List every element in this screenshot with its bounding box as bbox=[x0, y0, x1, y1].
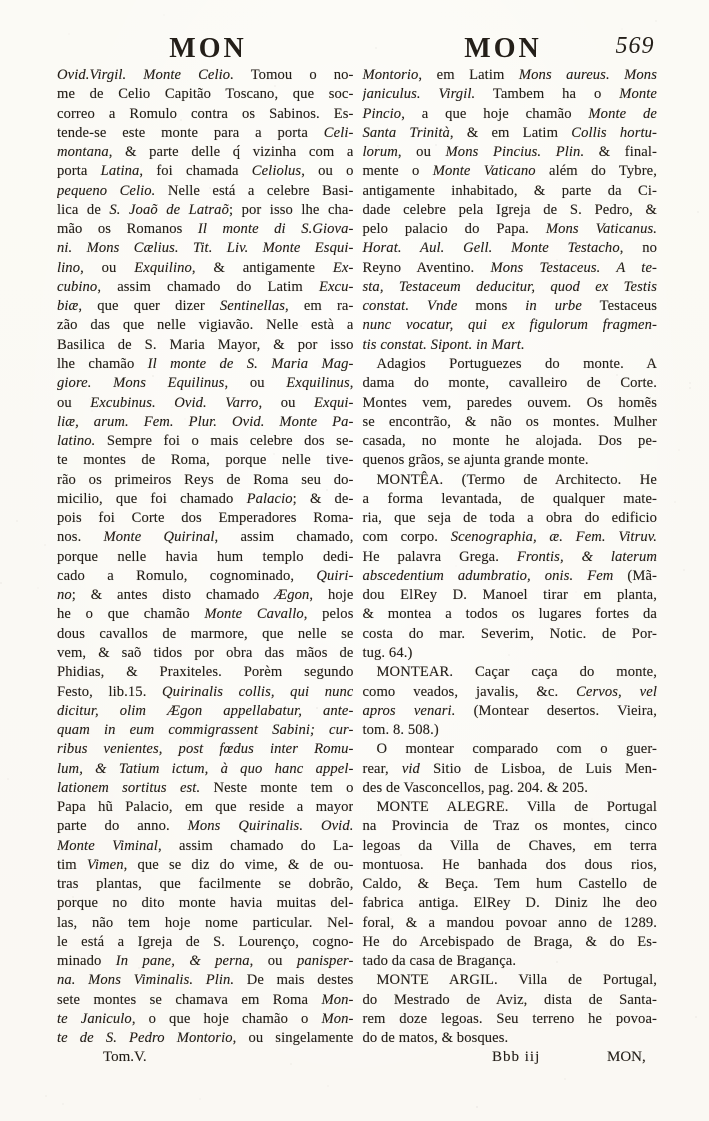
page-number: 569 bbox=[615, 33, 655, 59]
text-line: vem, & saõ tidos por obra das mãos de bbox=[57, 644, 354, 661]
text-line: a forma levantada, de qualquer mate- bbox=[362, 490, 657, 507]
text-line: He do Arcebispado de Braga, & do Es- bbox=[362, 933, 657, 950]
text-line: quenos grãos, se ajunta grande monte. bbox=[362, 452, 589, 469]
text-line: quam in eum commigrassent Sabini; cur- bbox=[57, 722, 354, 739]
text-column-right bbox=[362, 66, 657, 1049]
text-line: MONTE ARGIL. Villa de Portugal, bbox=[376, 972, 657, 989]
text-line: tug. 64.) bbox=[362, 644, 413, 661]
text-line: latino. Sempre foi o mais celebre dos se- bbox=[57, 433, 354, 450]
text-line: tado da casa de Bragança. bbox=[362, 953, 517, 970]
text-line: te de S. Pedro Montorio, ou singelamente bbox=[57, 1030, 354, 1047]
text-line: foral, & a mandou povoar anno de 1289. bbox=[362, 914, 657, 931]
text-line: MONTÊA. (Termo de Architecto. He bbox=[376, 471, 657, 488]
gathering-signature: Bbb iij bbox=[492, 1049, 541, 1065]
text-line: Papa hũ Palacio, em que reside a mayor bbox=[57, 799, 354, 816]
text-line: costa do mar. Severim, Notic. de Por- bbox=[362, 625, 657, 642]
text-line: correo a Romulo contra os Sabinos. Es- bbox=[57, 105, 354, 122]
text-line: antigamente inhabitado, & parte da Ci- bbox=[362, 182, 657, 199]
text-line: zão das que nelle vigiavão. Nelle està a bbox=[57, 317, 354, 334]
text-line: tras plantas, que facilmente se dobrão, bbox=[57, 876, 354, 893]
text-line: O montear comparado com o guer- bbox=[376, 741, 657, 758]
text-line: Basilica de S. Maria Mayor, & por isso bbox=[57, 336, 354, 353]
text-line: mão os Romanos Il monte di S.Giova- bbox=[57, 221, 354, 238]
running-header bbox=[0, 33, 709, 63]
text-line: tende-se este monte para a porta Celi- bbox=[57, 124, 354, 141]
text-line: legoas da Villa de Chaves, em terra bbox=[362, 837, 657, 854]
text-line: dicitur, olim Ægon appellabatur, ante- bbox=[57, 702, 354, 719]
text-line: como veados, javalis, &c. Cervos, vel bbox=[362, 683, 657, 700]
text-line: Pincio, a que hoje chamão Monte de bbox=[362, 105, 657, 122]
text-line: nunc vocatur, qui ex figulorum fragmen- bbox=[362, 317, 657, 334]
text-line: Santa Trinità, & em Latim Collis hortu- bbox=[362, 124, 657, 141]
text-line: rear, vid Sitio de Lisboa, de Luis Men- bbox=[362, 760, 657, 777]
text-line: te montes de Roma, porque nelle tive- bbox=[57, 452, 354, 469]
text-line: casada, no monte he alojada. Dos pe- bbox=[362, 433, 657, 450]
text-line: giore. Mons Equilinus, ou Exquilinus, bbox=[57, 375, 354, 392]
text-line: ria, que seja de toda a obra do edificio bbox=[362, 510, 657, 527]
text-line: pois foi Corte dos Emperadores Roma- bbox=[57, 510, 354, 527]
text-line: ni. Mons Cælius. Tit. Liv. Monte Esqui- bbox=[57, 240, 354, 257]
text-line: constat. Vnde mons in urbe Testaceus bbox=[362, 298, 657, 315]
text-line: tom. 8. 508.) bbox=[362, 722, 439, 739]
text-line: ou Excubinus. Ovid. Varro, ou Exqui- bbox=[57, 394, 354, 411]
text-line: mente o Monte Vaticano além do Tybre, bbox=[362, 163, 657, 180]
text-line: na. Mons Viminalis. Plin. De mais destes bbox=[57, 972, 354, 989]
text-line: sete montes se chamava em Roma Mon- bbox=[57, 991, 354, 1008]
text-line: Monte Viminal, assim chamado do La- bbox=[57, 837, 354, 854]
volume-label: Tom.V. bbox=[103, 1049, 147, 1065]
text-line: rão os primeiros Reys de Roma seu do- bbox=[57, 471, 354, 488]
text-line: cubino, assim chamado do Latim Excu- bbox=[57, 278, 354, 295]
text-line: cado a Romulo, cognominado, Quiri- bbox=[57, 567, 354, 584]
text-line: Phidias, & Praxiteles. Porèm segundo bbox=[57, 664, 354, 681]
text-line: me de Celio Capitão Toscano, que soc- bbox=[57, 86, 354, 103]
text-line: Adagios Portuguezes do monte. A bbox=[376, 355, 657, 372]
text-line: liæ, arum. Fem. Plur. Ovid. Monte Pa- bbox=[57, 413, 354, 430]
text-line: parte do anno. Mons Quirinalis. Ovid. bbox=[57, 818, 354, 835]
text-line: tim Vimen, que se diz do vime, & de ou- bbox=[57, 856, 354, 873]
catchword: MON, bbox=[607, 1049, 646, 1065]
text-line: pelo palacio do Papa. Mons Vaticanus. bbox=[362, 221, 657, 238]
text-line: le está a Igreja de S. Lourenço, cogno- bbox=[57, 933, 354, 950]
text-line: porque nelle havia hum templo dedi- bbox=[57, 548, 354, 565]
text-line: lino, ou Exquilino, & antigamente Ex- bbox=[57, 259, 354, 276]
text-line: lorum, ou Mons Pincius. Plin. & final- bbox=[362, 144, 657, 161]
text-line: & montea a todos os lugares fortes da bbox=[362, 606, 657, 623]
text-line: he o que chamão Monte Cavallo, pelos bbox=[57, 606, 354, 623]
text-line: te Janiculo, o que hoje chamão o Mon- bbox=[57, 1011, 354, 1028]
text-line: las, não tem hoje nome particular. Nel- bbox=[57, 914, 354, 931]
text-line: montuosa. He banhada dos dous rios, bbox=[362, 856, 657, 873]
text-line: MONTE ALEGRE. Villa de Portugal bbox=[376, 799, 657, 816]
text-line: fabrica antiga. ElRey D. Diniz lhe deo bbox=[362, 895, 657, 912]
text-line: apros venari. (Montear desertos. Vieira, bbox=[362, 702, 657, 719]
text-line: dous cavallos de marmore, que nelle se bbox=[57, 625, 354, 642]
text-line: pequeno Celio. Nelle está a celebre Basi- bbox=[57, 182, 354, 199]
running-title-right: MON bbox=[464, 33, 542, 64]
text-line: sta, Testaceum deducitur, quod ex Testis bbox=[362, 278, 657, 295]
text-line: Montorio, em Latim Mons aureus. Mons bbox=[362, 67, 657, 83]
text-line: biæ, que quer dizer Sentinellas, em ra- bbox=[57, 298, 354, 315]
text-line: lhe chamão Il monte de S. Maria Mag- bbox=[57, 355, 354, 372]
text-column-left bbox=[57, 66, 353, 1049]
text-line: dou ElRey D. Manoel tirar em planta, bbox=[362, 587, 657, 604]
text-line: lationem sortitus est. Neste monte tem o bbox=[57, 779, 354, 796]
text-line: rem doze legoas. Seu terreno he povoa- bbox=[362, 1011, 657, 1028]
text-line: Ovid.Virgil. Monte Celio. Tomou o no- bbox=[57, 67, 354, 83]
text-line: na Provincia de Traz os montes, cinco bbox=[362, 818, 657, 835]
text-line: Horat. Aul. Gell. Monte Testacho, no bbox=[362, 240, 657, 257]
text-line: Montes vem, paredes ouvem. Os homẽs bbox=[362, 394, 657, 411]
text-line: no; & antes disto chamado Ægon, hoje bbox=[57, 587, 354, 604]
text-line: lum, & Tatium ictum, à quo hanc appel- bbox=[57, 760, 354, 777]
text-line: dama do monte, cavalleiro de Corte. bbox=[362, 375, 657, 392]
running-title-left: MON bbox=[169, 33, 247, 64]
text-line: tis constat. Sipont. in Mart. bbox=[362, 336, 525, 353]
text-line: He palavra Grega. Frontis, & laterum bbox=[362, 548, 657, 565]
text-line: MONTEAR. Caçar caça do monte, bbox=[376, 664, 657, 681]
text-line: porque no dito monte havia muitas del- bbox=[57, 895, 354, 912]
text-line: do Mestrado de Aviz, dista de Santa- bbox=[362, 991, 657, 1008]
text-line: janiculus. Virgil. Tambem ha o Monte bbox=[362, 86, 657, 103]
text-line: com corpo. Scenographia, æ. Fem. Vitruv. bbox=[362, 529, 657, 546]
text-line: montana, & parte delle q́ vizinha com a bbox=[57, 144, 354, 161]
text-line: Reyno Aventino. Mons Testaceus. A te- bbox=[362, 259, 657, 276]
text-line: dade celebre pela Igreja de S. Pedro, & bbox=[362, 201, 657, 218]
text-line: des de Vasconcellos, pag. 204. & 205. bbox=[362, 779, 589, 796]
text-line: minado In pane, & perna, ou panisper- bbox=[57, 953, 354, 970]
text-line: Caldo, & Beça. Tem hum Castello de bbox=[362, 876, 657, 893]
text-line: se encontrão, & não os montes. Mulher bbox=[362, 413, 657, 430]
text-line: porta Latina, foi chamada Celiolus, ou o bbox=[57, 163, 354, 180]
text-line: abscedentium adumbratio, onis. Fem (Mã- bbox=[362, 567, 657, 584]
text-line: Festo, lib.15. Quirinalis collis, qui nunc bbox=[57, 683, 354, 700]
text-line: do de matos, & bosques. bbox=[362, 1030, 509, 1047]
text-line: micilio, que foi chamado Palacio; & de- bbox=[57, 490, 354, 507]
text-line: ribus venientes, post fœdus inter Romu- bbox=[57, 741, 354, 758]
page-footer bbox=[0, 1049, 709, 1069]
text-columns bbox=[57, 66, 657, 1049]
text-line: lica de S. Joaõ de Latraõ; por isso lhe cha- bbox=[57, 201, 354, 218]
text-line: nos. Monte Quirinal, assim chamado, bbox=[57, 529, 354, 546]
